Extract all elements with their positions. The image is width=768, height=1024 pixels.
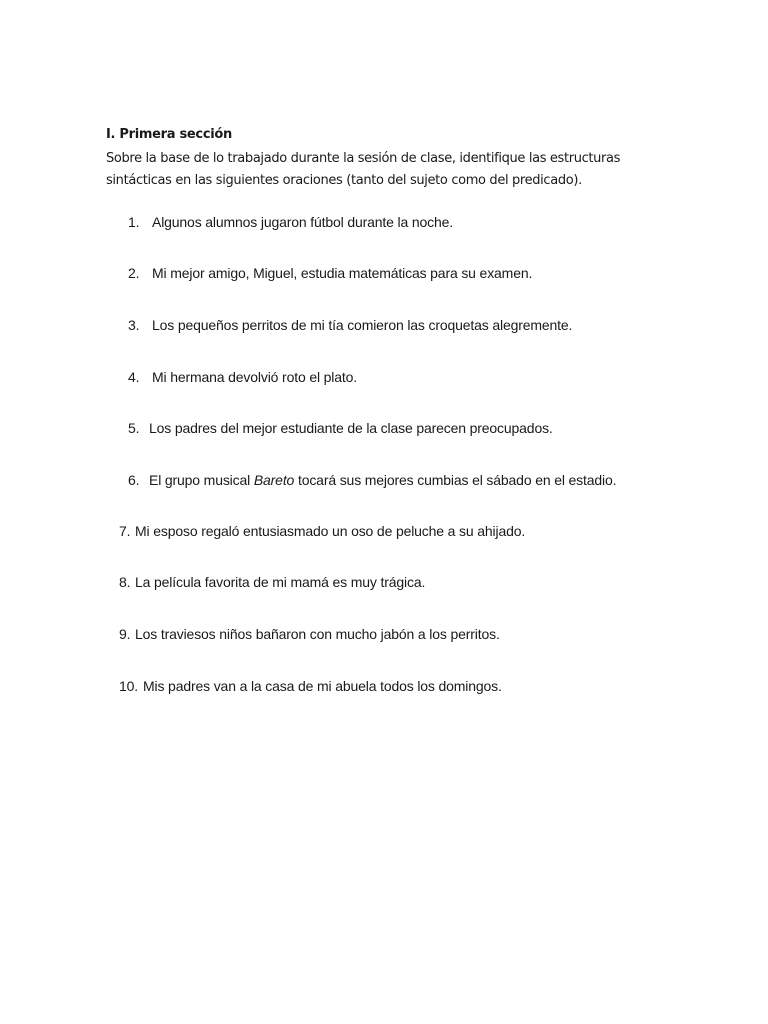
list-item: [119, 522, 525, 540]
list-item: [128, 264, 532, 282]
list-item: [119, 573, 425, 591]
list-item: [128, 316, 572, 334]
item-text: Mis padres van a la casa de mi abuela todos los domingos.: [143, 678, 502, 694]
item-number: 4.: [128, 369, 140, 385]
list-item: [128, 213, 453, 231]
list-item: [128, 419, 553, 437]
section-intro: [106, 148, 666, 192]
item-number: 3.: [128, 317, 140, 333]
intro-line: Sobre la base de lo trabajado durante la sesión de clase, identifique las estructuras: [106, 151, 621, 166]
item-text: Mi hermana devolvió roto el plato.: [152, 369, 358, 385]
list-item: [119, 677, 502, 695]
list-item: [128, 471, 616, 489]
item-number: 2.: [128, 265, 140, 281]
item-text-after: tocará sus mejores cumbias el sábado en el estadio.: [297, 472, 617, 488]
band-name: Bareto: [253, 472, 295, 488]
item-number: 8.: [119, 574, 131, 590]
list-item: [128, 368, 357, 386]
item-text: Algunos alumnos jugaron fútbol durante la noche.: [152, 214, 454, 230]
item-number: 5.: [128, 420, 140, 436]
item-number: 7.: [119, 523, 131, 539]
item-number: 6.: [128, 472, 140, 488]
item-text: Los pequeños perritos de mi tía comieron las croquetas alegremente.: [152, 317, 573, 333]
item-text: Mi mejor amigo, Miguel, estudia matemáticas para su examen.: [152, 265, 533, 281]
item-number: 10.: [119, 678, 139, 694]
item-text: Los traviesos niños bañaron con mucho jabón a los perritos.: [135, 626, 500, 642]
item-text: Los padres del mejor estudiante de la clase parecen preocupados.: [149, 420, 553, 436]
intro-line: sintácticas en las siguientes oraciones (tanto del sujeto como del predicado).: [106, 173, 582, 188]
item-text: Mi esposo regaló entusiasmado un oso de peluche a su ahijado.: [135, 523, 526, 539]
section-heading: I. Primera sección: [106, 127, 232, 142]
list-item: [119, 625, 500, 643]
item-number: 1.: [128, 214, 140, 230]
item-text-before: El grupo musical: [149, 472, 251, 488]
item-number: 9.: [119, 626, 131, 642]
item-text: La película favorita de mi mamá es muy trágica.: [135, 574, 426, 590]
